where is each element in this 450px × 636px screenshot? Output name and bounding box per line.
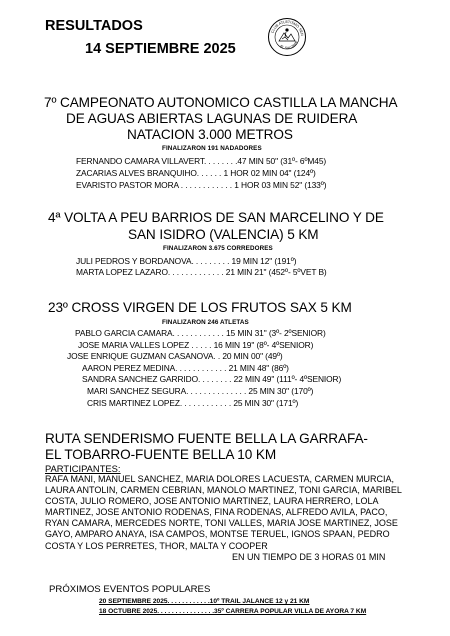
- svg-text:CLUB ATLETISMO SENDERISMO: CLUB ATLETISMO SEN: [270, 19, 304, 37]
- ruta-title-line-2: EL TOBARRO-FUENTE BELLA 10 KM: [45, 447, 277, 462]
- section-3-result: JOSE ENRIQUE GUZMAN CASANOVA. . 20 MIN 00" (49º): [67, 351, 283, 361]
- participants-line: LAURA ANTOLIN, CARMEN CEBRIAN, MANOLO MARTINEZ, TONI GARCIA, MARIBEL: [45, 485, 402, 496]
- participants-line: GAYO, AMPARO ANAYA, ISA CAMPOS, MONTSE TERUEL, IGNOS SPAAN, PEDRO: [45, 529, 390, 540]
- participants-list: [45, 474, 402, 552]
- section-1-title-line-3: NATACION 3.000 METROS: [127, 127, 293, 142]
- section-1-result: FERNANDO CAMARA VILLAVERT. . . . . . . .47 MIN 50" (31º- 6ºM45): [76, 156, 327, 166]
- ruta-title-line-1: RUTA SENDERISMO FUENTE BELLA LA GARRAFA-: [45, 431, 368, 446]
- participants-line: MARTINEZ, JOSE ANTONIO RODENAS, FINA RODENAS, ALFREDO AVILA, PACO,: [45, 507, 388, 518]
- section-3-finishers: FINALIZARON 246 ATLETAS: [162, 319, 249, 326]
- section-1-result: EVARISTO PASTOR MORA . . . . . . . . . . . . 1 HOR 03 MIN 52" (133º): [76, 180, 327, 190]
- section-2-result: JULI PEDROS Y BORDANOVA. . . . . . . . . 19 MIN 12" (191º): [76, 256, 297, 266]
- section-1-title-line-1: 7º CAMPEONATO AUTONOMICO CASTILLA LA MANCHA: [44, 95, 398, 110]
- club-logo-icon: [267, 17, 307, 57]
- section-3-result: AARON PEREZ MEDINA. . . . . . . . . . . . 21 MIN 48" (86º): [82, 363, 289, 373]
- section-3-title-line-1: 23º CROSS VIRGEN DE LOS FRUTOS SAX 5 KM: [48, 300, 352, 315]
- section-3-result: CRIS MARTINEZ LOPEZ. . . . . . . . . . . . 25 MIN 30" (171º): [87, 398, 299, 408]
- participants-label: PARTICIPANTES:: [45, 463, 121, 474]
- section-2-finishers: FINALIZARON 3.675 CORREDORES: [163, 245, 273, 252]
- upcoming-events-title: PRÓXIMOS EVENTOS POPULARES: [49, 584, 211, 595]
- section-2-result: MARTA LOPEZ LAZARO. . . . . . . . . . . . . 21 MIN 21" (452º- 5ºVET B): [76, 267, 327, 277]
- ruta-time: EN UN TIEMPO DE 3 HORAS 01 MIN: [232, 552, 386, 562]
- section-3-result: PABLO GARCIA CAMARA. . . . . . . . . . . . 15 MIN 31" (3º- 2ºSENIOR): [75, 328, 326, 338]
- section-1-finishers: FINALIZARON 191 NADADORES: [162, 145, 262, 152]
- section-3-result: JOSE MARIA VALLES LOPEZ . . . . . 16 MIN 19" (8º- 4ºSENIOR): [78, 340, 314, 350]
- section-3-result: SANDRA SANCHEZ GARRIDO. . . . . . . . 22 MIN 49" (111º- 4ºSENIOR): [82, 374, 342, 384]
- section-2-title-line-1: 4ª VOLTA A PEU BARRIOS DE SAN MARCELINO Y DE: [48, 210, 384, 225]
- section-1-result: ZACARIAS ALVES BRANQUIHO. . . . . . 1 HOR 02 MIN 04" (124º): [76, 168, 316, 178]
- section-3-result: MARI SANCHEZ SEGURA. . . . . . . . . . . . . . 25 MIN 30" (170º): [87, 386, 314, 396]
- page-title: RESULTADOS: [45, 18, 143, 34]
- page-date: 14 SEPTIEMBRE 2025: [85, 41, 236, 57]
- section-2-title-line-2: SAN ISIDRO (VALENCIA) 5 KM: [128, 227, 319, 242]
- svg-text:EL SALOBRE: EL SALOBRE: [279, 39, 300, 51]
- participants-line: COSTA, JULIO ROMERO, JOSE ANTONIO MARTINEZ, LAURA HERRERO, LOLA: [45, 496, 379, 507]
- participants-line: RYAN CAMARA, MERCEDES NORTE, TONI VALLES, MARIA JOSE MARTINEZ, JOSE: [45, 518, 398, 529]
- participants-line: COSTA Y LOS PERRETES, THOR, MALTA Y COOPER: [45, 540, 268, 551]
- participants-line: RAFA MANI, MANUEL SANCHEZ, MARIA DOLORES LACUESTA, CARMEN MURCIA,: [45, 474, 395, 484]
- upcoming-event: 20 SEPTIEMBRE 2025. . . . . . . . . . . .10º TRAIL JALANCE 12 y 21 KM: [99, 598, 310, 605]
- upcoming-event: 18 OCTUBRE 2025. . . . . . . . . . . . . . . .35º CARRERA POPULAR VILLA DE AYORA 7 KM: [99, 608, 367, 615]
- section-1-title-line-2: DE AGUAS ABIERTAS LAGUNAS DE RUIDERA: [66, 111, 358, 126]
